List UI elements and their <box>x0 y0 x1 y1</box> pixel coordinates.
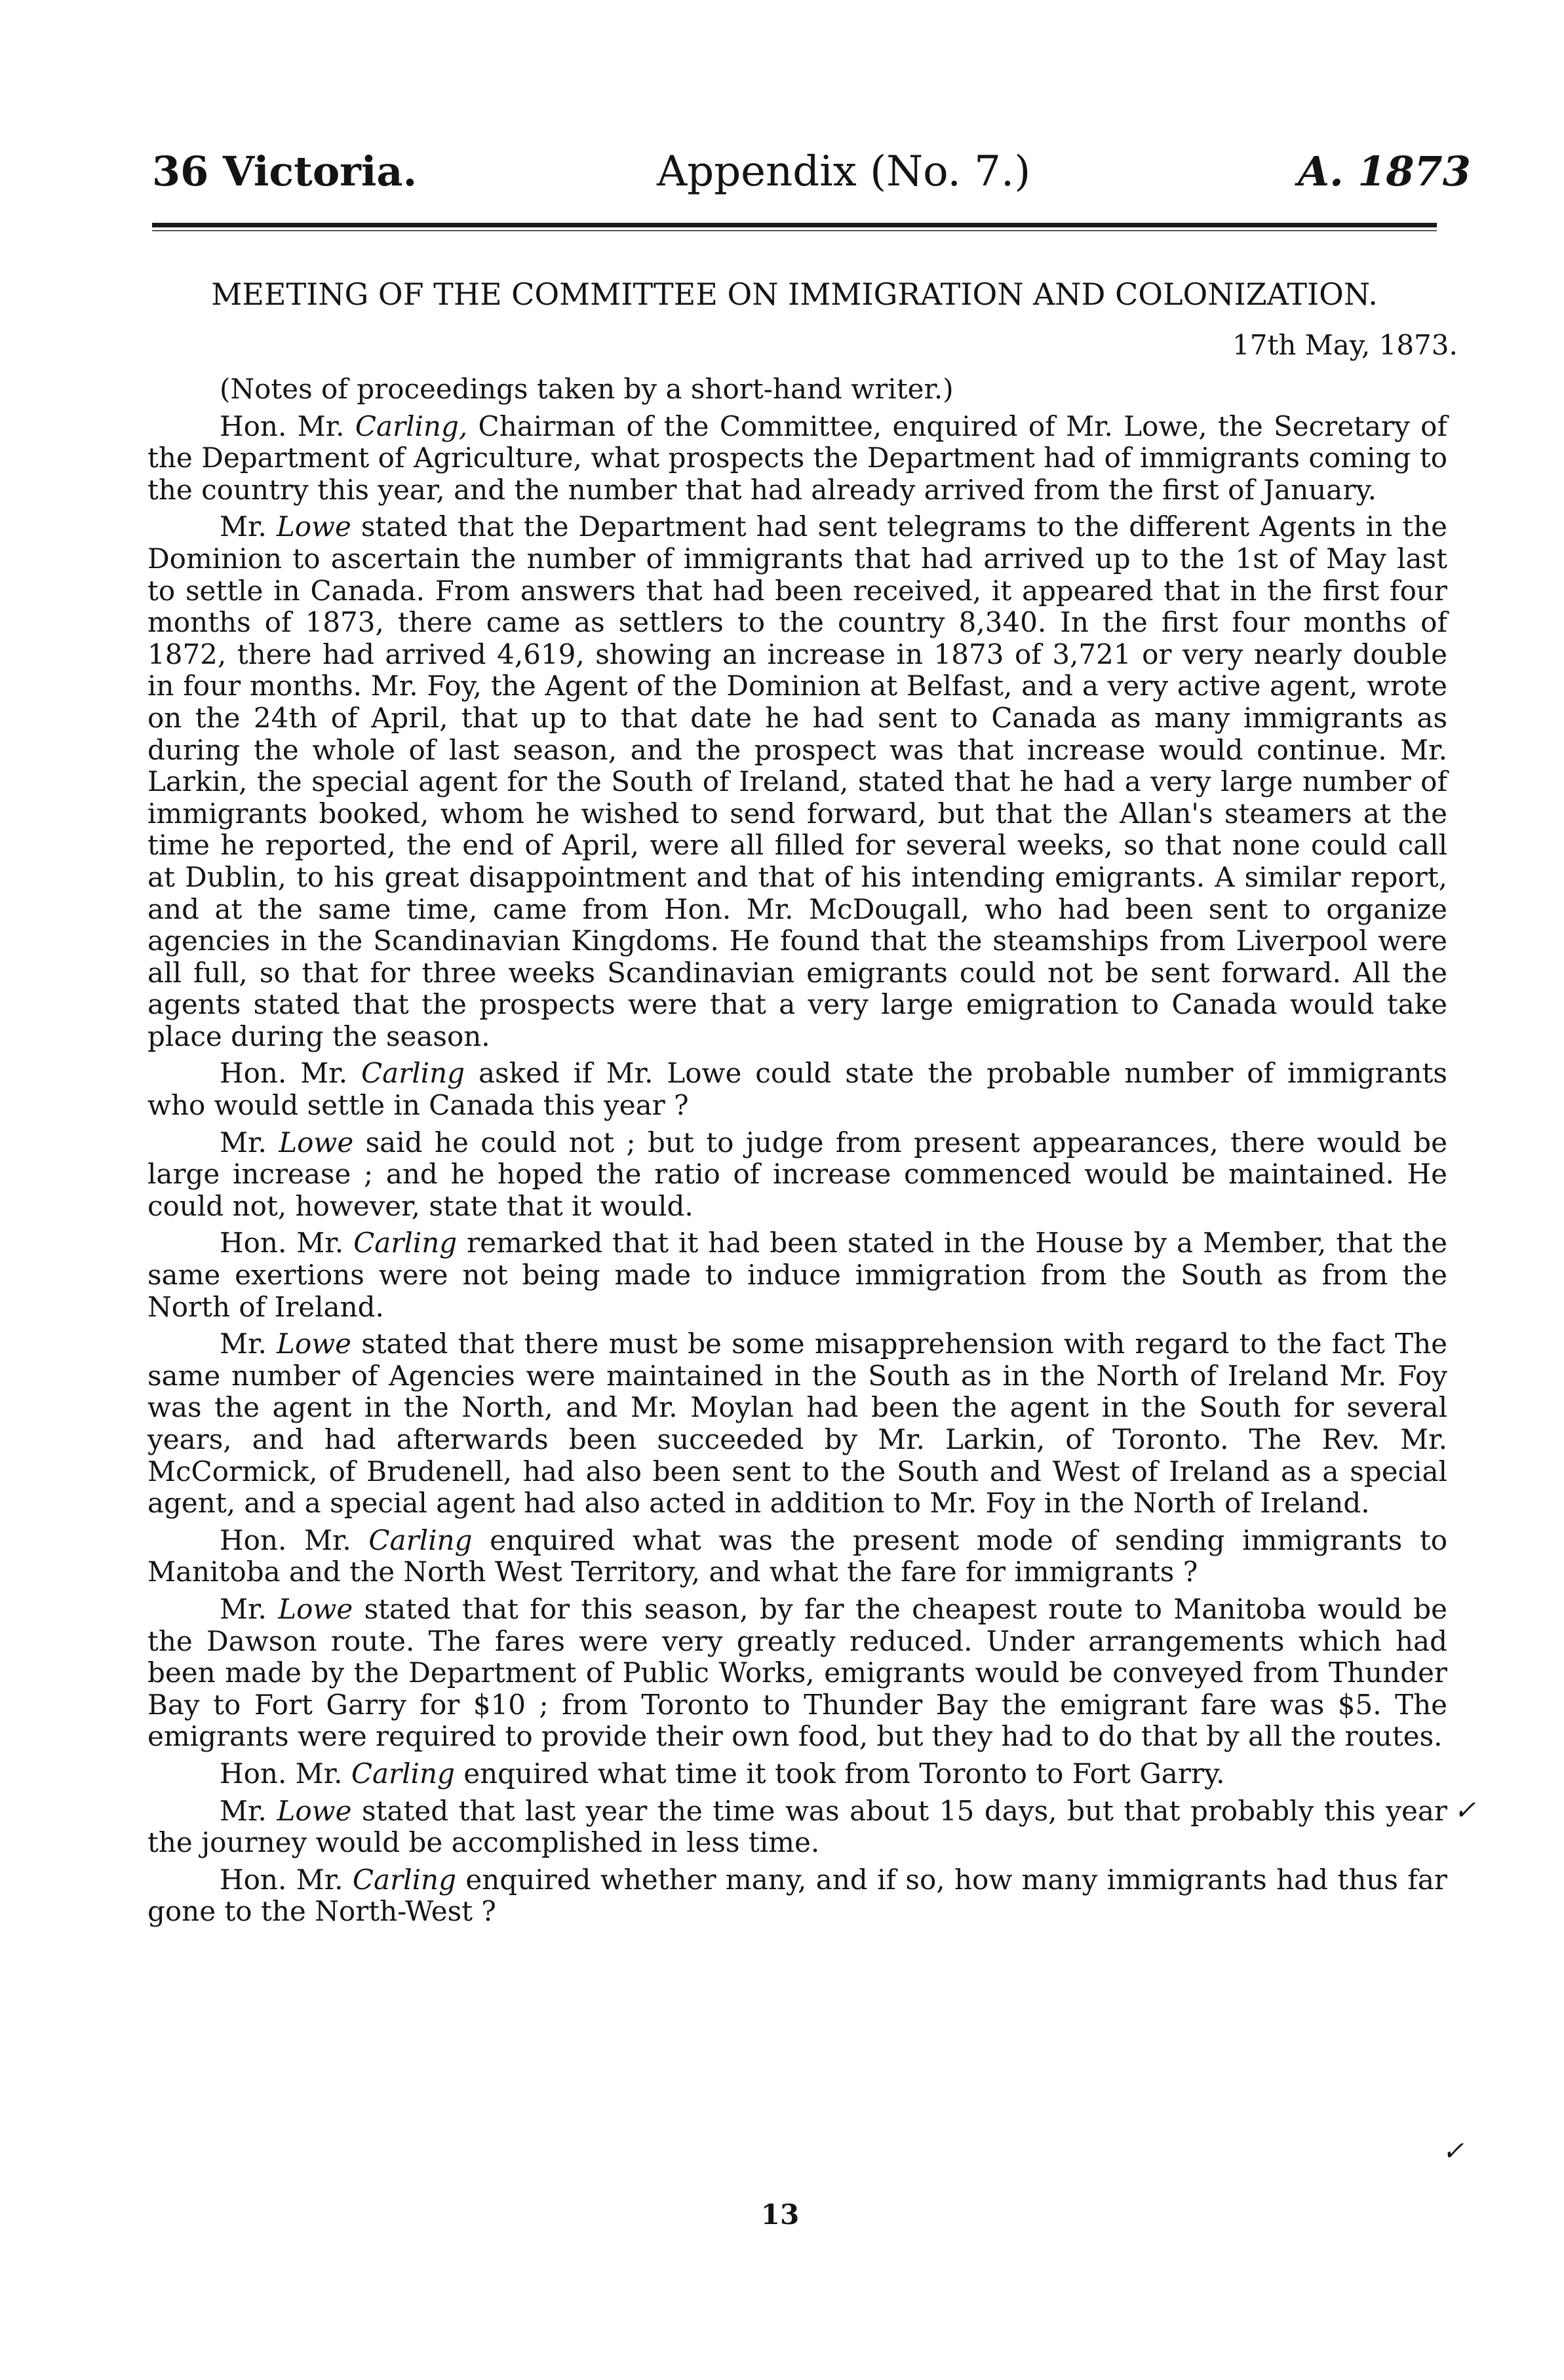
paragraph: Mr. Lowe said he could not ; but to judge from present appearances, there would be large increase ; and he hoped the ratio of increase commenced would be maintained. He could not, however, state that it would. <box>147 1126 1447 1222</box>
header-appendix: Appendix (No. 7.) <box>657 147 1031 196</box>
page-number: 13 <box>760 2198 800 2231</box>
paragraph: Mr. Lowe stated that for this season, by far the cheapest route to Manitoba would be the Dawson route. The fares were very greatly reduced. Under arrangements which had been made by the Department of Public Works, emigrants would be conveyed from Thunder Bay to Fort Garry for $10 ; from Toronto to Thunder Bay the emigrant fare was $5. The emigrants were required to provide their own food, but they had to do that by all the routes. <box>147 1592 1447 1753</box>
header-rule <box>152 223 1437 227</box>
paragraph: Hon. Mr. Carling enquired what time it took from Toronto to Fort Garry. <box>220 1757 1225 1790</box>
paragraph: Mr. Lowe stated that last year the time was about 15 days, but that probably this year the journey would be accomplished in less time. <box>147 1794 1447 1859</box>
margin-check-mark: ✓ <box>1442 2136 1464 2166</box>
margin-check-mark: ✓ <box>1454 1795 1476 1826</box>
paragraph: (Notes of proceedings taken by a short-hand writer.) <box>220 373 954 405</box>
header-year: A. 1873 <box>1298 147 1471 195</box>
paragraph: Mr. Lowe stated that the Department had sent telegrams to the different Agents in the Dominion to ascertain the number of immigrants that had arrived up to the 1st of May last to settle in Canada. From answers that had been received, it appeared that in the first four months of 1873, there came as settlers to the country 8,340. In the first four months of 1872, there had arrived 4,619, showing an increase in 1873 of 3,721 or very nearly double in four months. Mr. Foy, the Agent of the Dominion at Belfast, and a very active agent, wrote on the 24th of April, that up to that date he had sent to Canada as many immigrants as during the whole of last season, and the prospect was that increase would continue. Mr. Larkin, the special agent for the South of Ireland, stated that he had a very large number of immigrants booked, whom he wished to send forward, but that the Allan's steamers at the time he reported, the end of April, were all filled for several weeks, so that none could call at Dublin, to his great disappointment and that of his intending emigrants. A similar report, and at the same time, came from Hon. Mr. McDougall, who had been sent to organize agencies in the Scandinavian Kingdoms. He found that the steamships from Liverpool were all full, so that for three weeks Scandinavian emigrants could not be sent forward. All the agents stated that the prospects were that a very large emigration to Canada would take place during the season. <box>147 510 1447 1052</box>
document-title: MEETING OF THE COMMITTEE ON IMMIGRATION AND COLONIZATION. <box>211 277 1378 312</box>
page-header <box>0 147 1564 206</box>
paragraph: Hon. Mr. Carling enquired what was the present mode of sending immigrants to Manitoba and the North West Territory, and what the fare for immigrants ? <box>147 1524 1447 1588</box>
paragraph: Hon. Mr. Carling, Chairman of the Committee, enquired of Mr. Lowe, the Secretary of the Department of Agriculture, what prospects the Department had of immigrants coming to the country this year, and the number that had already arrived from the first of January. <box>147 410 1447 506</box>
paragraph: Mr. Lowe stated that there must be some misapprehension with regard to the fact The same number of Agencies were maintained in the South as in the North of Ireland Mr. Foy was the agent in the North, and Mr. Moylan had been the agent in the South for several years, and had afterwards been succeeded by Mr. Larkin, of Toronto. The Rev. Mr. McCormick, of Brudenell, had also been sent to the South and West of Ireland as a special agent, and a special agent had also acted in addition to Mr. Foy in the North of Ireland. <box>147 1328 1447 1520</box>
paragraph: Hon. Mr. Carling asked if Mr. Lowe could state the probable number of immigrants who would settle in Canada this year ? <box>147 1057 1447 1122</box>
paragraph: Hon. Mr. Carling remarked that it had been stated in the House by a Member, that the same exertions were not being made to induce immigration from the South as from the North of Ireland. <box>147 1227 1447 1323</box>
document-date: 17th May, 1873. <box>1232 329 1458 361</box>
header-rule-thin <box>152 230 1437 231</box>
body-text <box>147 374 1447 1933</box>
paragraph: Hon. Mr. Carling enquired whether many, and if so, how many immigrants had thus far gone to the North-West ? <box>147 1863 1447 1928</box>
header-session: 36 Victoria. <box>152 147 418 195</box>
